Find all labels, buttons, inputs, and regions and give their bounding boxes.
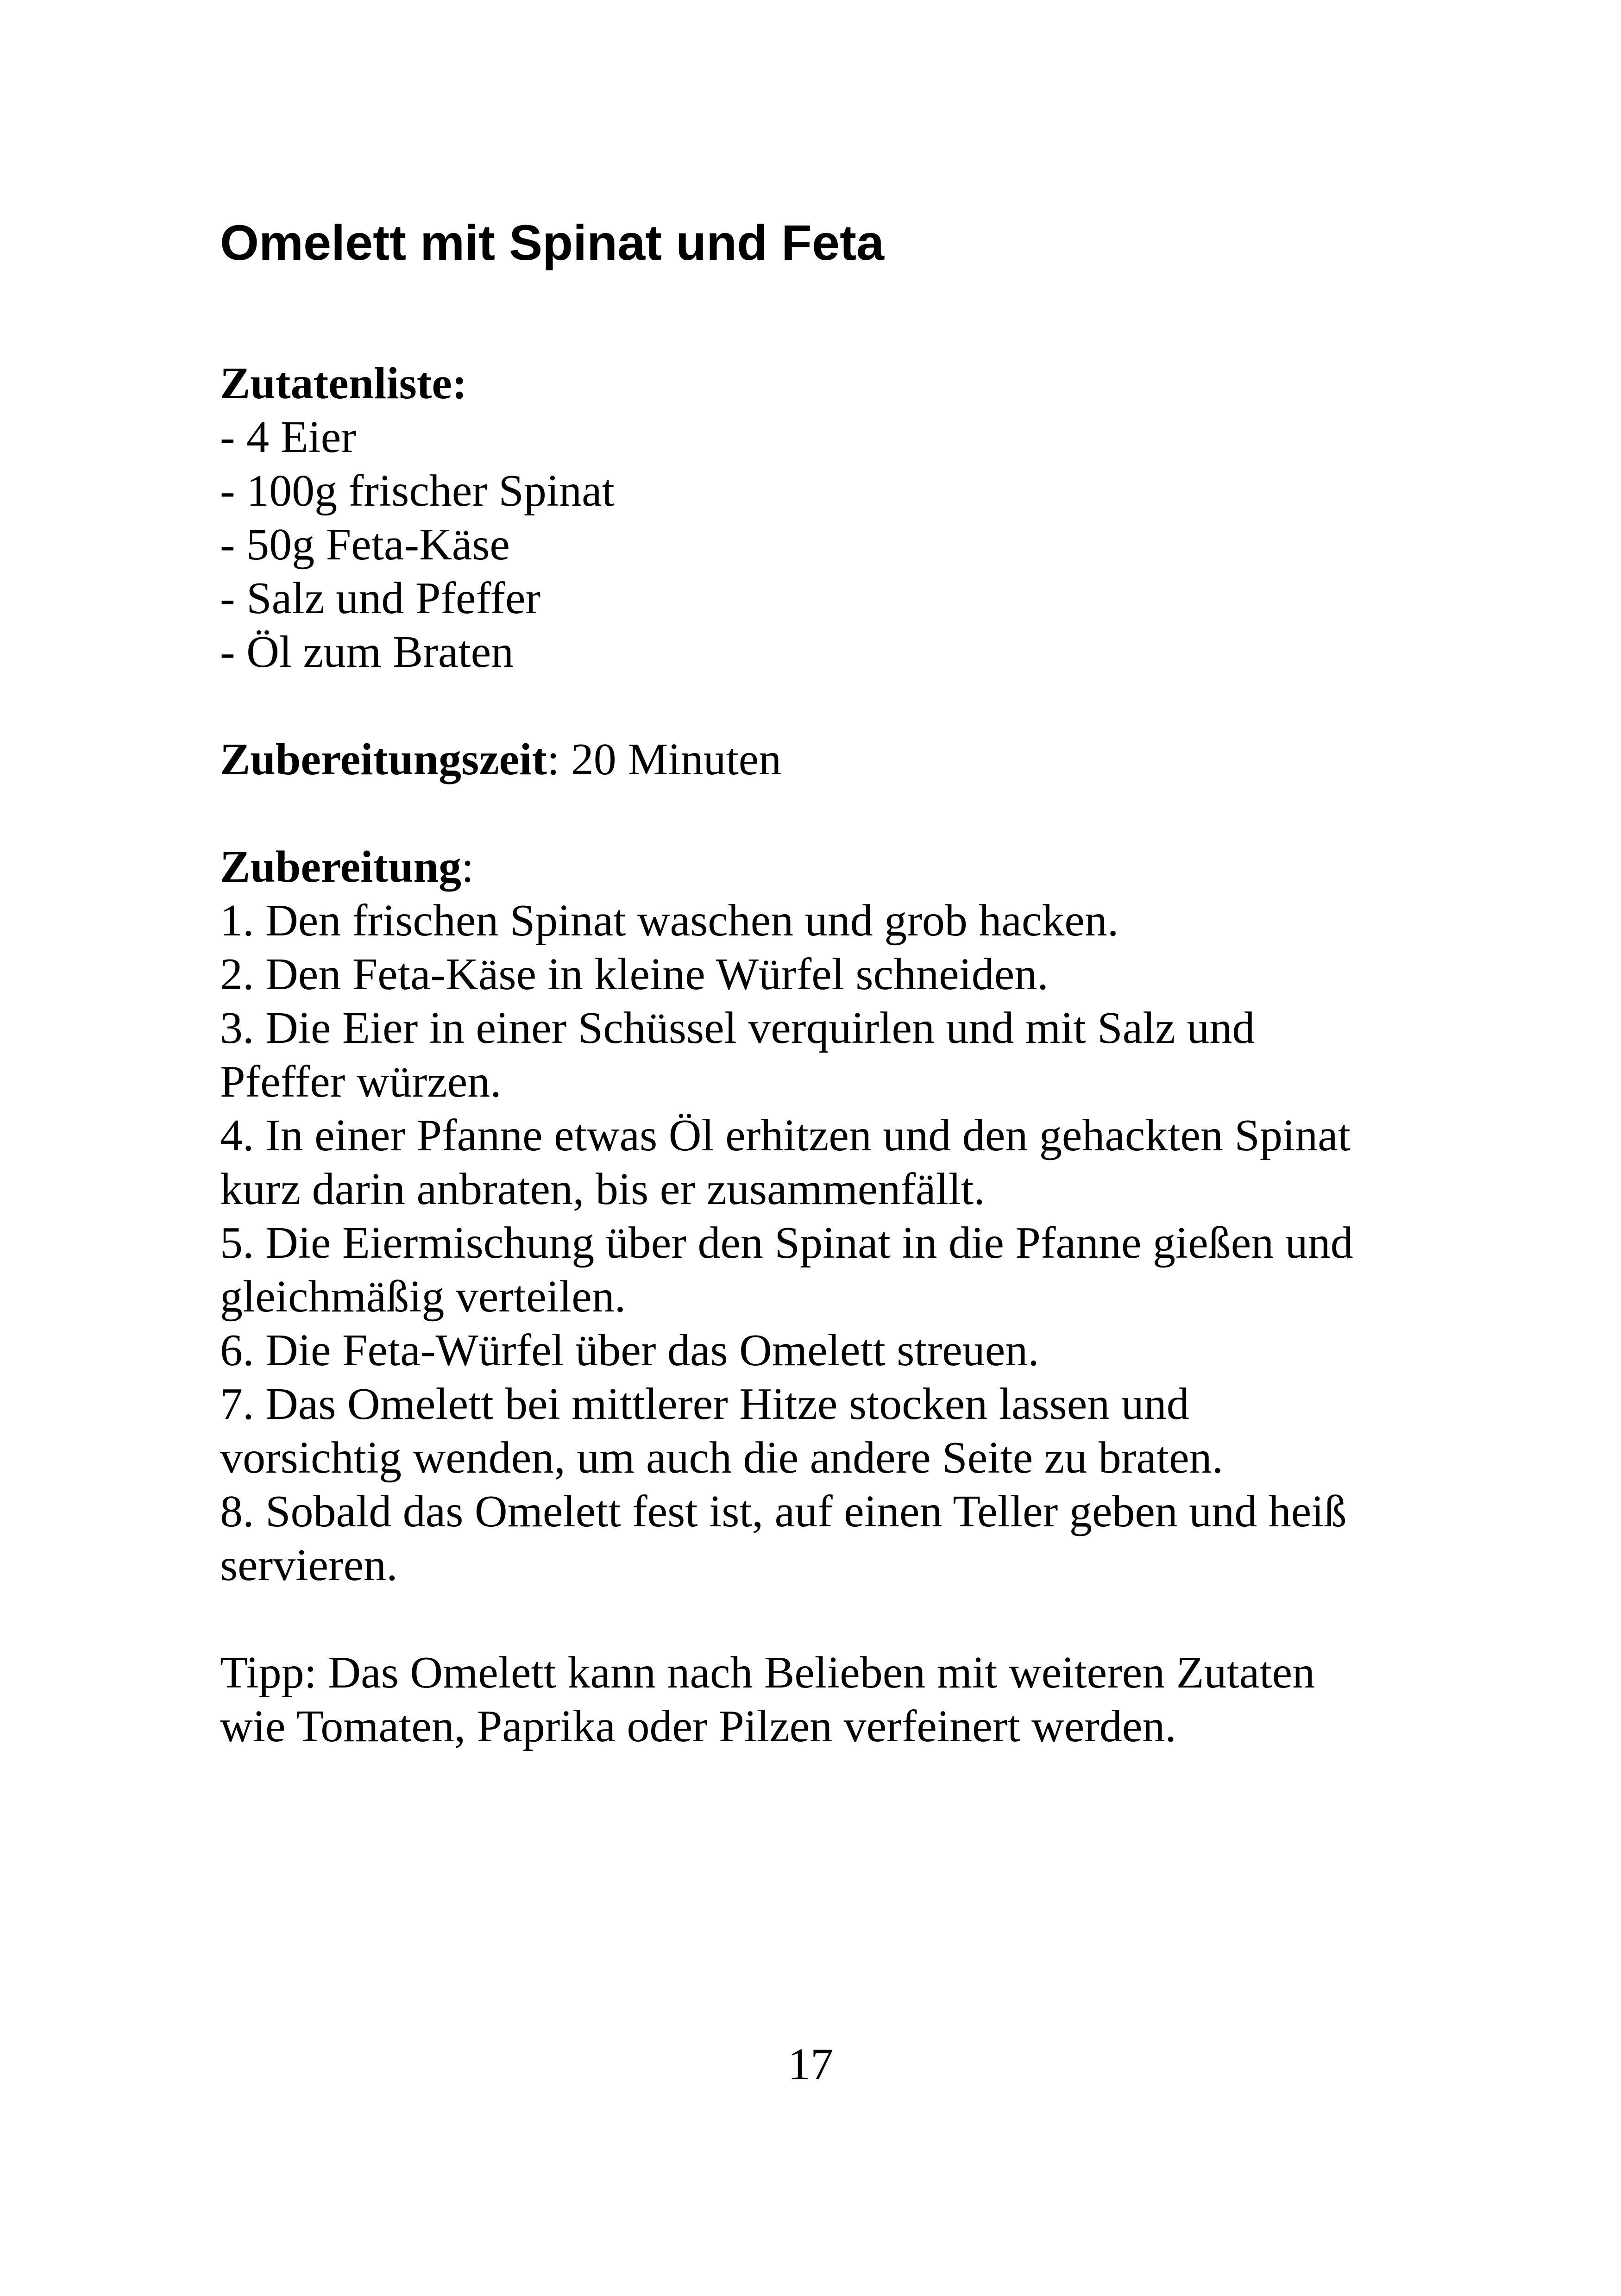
- preparation-heading-line: [220, 840, 1424, 894]
- tip-line: wie Tomaten, Paprika oder Pilzen verfeinert werden.: [220, 1701, 1176, 1751]
- preparation-section: [220, 840, 1424, 1592]
- preparation-step-line: 1. Den frischen Spinat waschen und grob hacken.: [220, 896, 1119, 946]
- preparation-step-line: 8. Sobald das Omelett fest ist, auf einen Teller geben und heiß: [220, 1487, 1347, 1537]
- preparation-step-line: 2. Den Feta-Käse in kleine Würfel schneiden.: [220, 949, 1049, 999]
- preparation-step-line: vorsichtig wenden, um auch die andere Seite zu braten.: [220, 1433, 1224, 1483]
- preparation-heading: Zubereitung: [220, 842, 461, 892]
- page-number: 17: [788, 2039, 833, 2089]
- ingredients-section: [220, 357, 1424, 679]
- prep-time-label: Zubereitungszeit: [220, 734, 547, 784]
- ingredient-item: - 100g frischer Spinat: [220, 466, 615, 516]
- preparation-step-line: 5. Die Eiermischung über den Spinat in die Pfanne gießen und: [220, 1218, 1353, 1268]
- ingredient-item: - 4 Eier: [220, 412, 356, 462]
- preparation-step-line: 6. Die Feta-Würfel über das Omelett streuen.: [220, 1325, 1039, 1375]
- prep-time-line: [220, 733, 1424, 786]
- ingredient-item: - Öl zum Braten: [220, 627, 514, 677]
- preparation-step-line: 7. Das Omelett bei mittlerer Hitze stocken lassen und: [220, 1379, 1189, 1429]
- preparation-step-line: Pfeffer würzen.: [220, 1057, 502, 1107]
- prep-time-value: 20 Minuten: [559, 734, 782, 784]
- preparation-step-line: 3. Die Eier in einer Schüssel verquirlen und mit Salz und: [220, 1003, 1255, 1053]
- recipe-body: [220, 357, 1424, 1753]
- preparation-step-line: 4. In einer Pfanne etwas Öl erhitzen und den gehackten Spinat: [220, 1110, 1351, 1161]
- preparation-step-line: gleichmäßig verteilen.: [220, 1272, 626, 1322]
- preparation-separator: :: [461, 842, 474, 892]
- ingredient-item: - Salz und Pfeffer: [220, 573, 541, 623]
- preparation-step-line: servieren.: [220, 1540, 398, 1590]
- tip-section: [220, 1646, 1424, 1753]
- prep-time-section: [220, 733, 1424, 786]
- recipe-title: Omelett mit Spinat und Feta: [220, 214, 885, 270]
- prep-time-separator: :: [547, 734, 560, 784]
- tip-line: Tipp: Das Omelett kann nach Belieben mit weiteren Zutaten: [220, 1648, 1315, 1698]
- ingredient-item: - 50g Feta-Käse: [220, 520, 510, 570]
- preparation-step-line: kurz darin anbraten, bis er zusammenfällt.: [220, 1164, 985, 1214]
- ingredients-heading: Zutatenliste:: [220, 358, 467, 408]
